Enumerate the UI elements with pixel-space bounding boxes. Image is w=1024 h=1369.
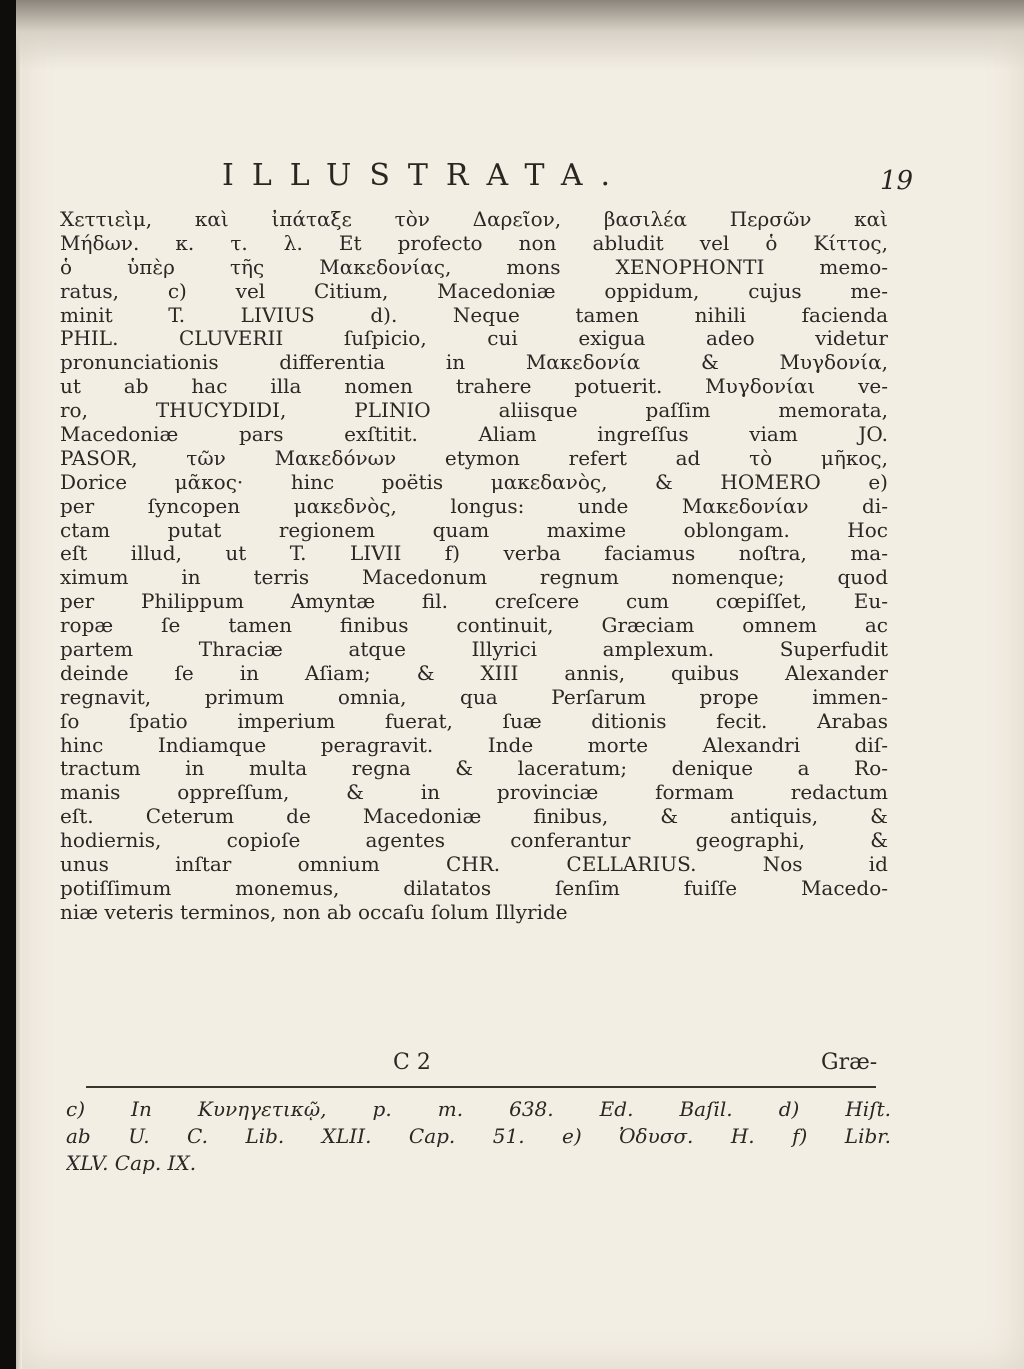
body-line: hinc Indiamque peragravit. Inde morte Alexandri diſ- [60,733,888,757]
footnotes [66,1096,891,1177]
body-line: ropæ ſe tamen finibus continuit, Græciam omnem ac [60,614,888,638]
body-line: eſt. Ceterum de Macedoniæ finibus, & antiquis, & [60,805,888,829]
body-line: ὁ ὑπὲρ τῆς Μακεδονίας, mons XENOPHONTI memo- [60,255,888,279]
body-line: deinde ſe in Aſiam; & XIII annis, quibus Alexander [60,661,888,685]
body-line: regnavit, primum omnia, qua Perſarum prope immen- [60,685,888,709]
body-line: niæ veteris terminos, non ab occaſu ſolum Illyride [60,900,568,924]
body-line: PASOR, τῶν Μακεδόνων etymon refert ad τὸ μῆκος, [60,446,888,470]
running-title: ILLUSTRATA. [222,158,629,193]
signature-mark: C 2 [393,1050,431,1075]
body-line: Μήδων. κ. τ. λ. Et profecto non abludit vel ὁ Κίττος, [60,231,888,255]
body-line: Χεττιεὶμ, καὶ ἰπάταξε τὸν Δαρεῖον, βασιλέα Περσῶν καὶ [60,208,888,231]
body-line: unus inſtar omnium CHR. CELLARIUS. Nos id [60,853,888,877]
footnote-divider [86,1086,876,1088]
body-line: per ſyncopen μακεδνὸς, longus: unde Μακεδονίαν di- [60,494,888,518]
body-line: ut ab hac illa nomen trahere potuerit. Μυγδονίαι ve- [60,375,888,399]
body-line: eſt illud, ut T. LIVII f) verba faciamus noſtra, ma- [60,542,888,566]
body-line: potiſſimum monemus, dilatatos ſenſim fuiſſe Macedo- [60,876,888,900]
scan-shadow [16,0,1024,70]
catchword: Græ- [821,1050,878,1075]
body-line: ctam putat regionem quam maxime oblongam. Hoc [60,518,888,542]
body-line: tractum in multa regna & laceratum; denique a Ro- [60,757,888,781]
body-line: ximum in terris Macedonum regnum nomenque; quod [60,566,888,590]
page-number: 19 [880,166,914,196]
scan-edge [16,0,22,1369]
body-line: Dorice μᾶκος· hinc poëtis μακεδανὸς, & HOMERO e) [60,470,888,494]
footnote-line: ab U. C. Lib. XLII. Cap. 51. e) Ὀδυσσ. H. f) Libr. [66,1124,891,1148]
body-line: ratus, c) vel Citium, Macedoniæ oppidum, cujus me- [60,279,888,303]
body-line: minit T. LIVIUS d). Neque tamen nihili facienda [60,303,888,327]
body-text [60,208,888,925]
body-line: partem Thraciæ atque Illyrici amplexum. Superfudit [60,638,888,662]
footnote-line: c) In Κυνηγετικῷ, p. m. 638. Ed. Baſil. d) Hiſt. [66,1097,891,1121]
body-line: ſo ſpatio imperium fuerat, ſuæ ditionis fecit. Arabas [60,709,888,733]
body-line: pronunciationis differentia in Μακεδονία & Μυγδονία, [60,351,888,375]
body-line: Macedoniæ pars exſtitit. Aliam ingreſſus viam JO. [60,423,888,447]
body-line: PHIL. CLUVERII ſuſpicio, cui exigua adeo videtur [60,327,888,351]
footnote-line: XLV. Cap. IX. [66,1151,197,1175]
body-line: ro, THUCYDIDI, PLINIO aliisque paſſim memorata, [60,399,888,423]
body-line: hodiernis, copioſe agentes conferantur geographi, & [60,829,888,853]
body-line: manis oppreſſum, & in provinciæ formam redactum [60,781,888,805]
body-line: per Philippum Amyntæ fil. creſcere cum cœpiſſet, Eu- [60,590,888,614]
